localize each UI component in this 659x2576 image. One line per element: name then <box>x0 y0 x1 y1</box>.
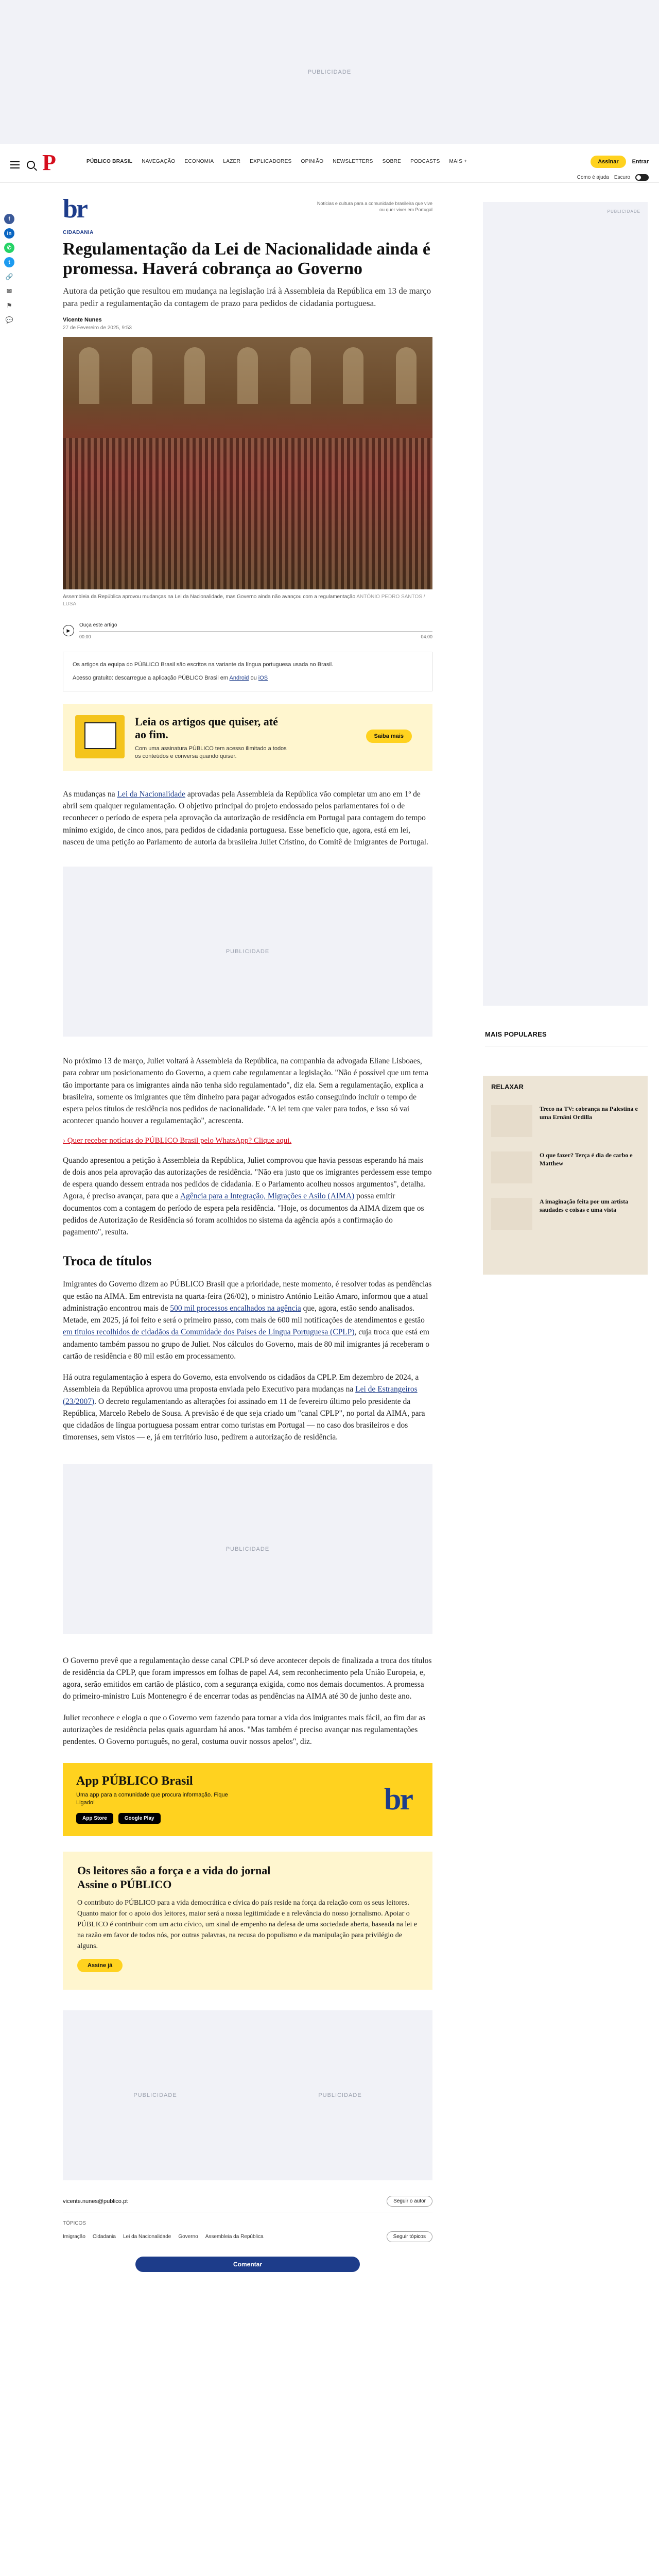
section-kicker[interactable]: CIDADANIA <box>63 230 94 235</box>
app-store-button[interactable]: App Store <box>76 1813 113 1824</box>
audio-end: 04:00 <box>421 634 432 639</box>
promo-text: Com uma assinatura PÚBLICO tem acesso ilimitado a todos os conteúdos e conversa quando quiser. <box>135 745 287 760</box>
inline-ad[interactable]: PUBLICIDADE <box>63 867 432 1037</box>
body-paragraph: No próximo 13 de março, Juliet voltará à Assembleia da República, na companhia da advogada Eliane Lisboaes, para cobrar um posicionamento do Governo, a quem cabe regulamentar a legislação. "Não é possível que um tema tão importante para os imigrantes ainda não tenha sido regulamentado", diz ela. Sem a regulamentação, explica a brasileira, somente os imigrantes que têm dinheiro para pagar advogados estão conseguindo incluir o tempo de espera pelos títulos de residência nos pedidos de nacionalidade. "A lei tem que valer para todos, e isso só vai acontecer quando houver a regulamentação", acrescenta. <box>63 1057 429 1126</box>
relax-thumbnail <box>491 1151 532 1183</box>
topic-link[interactable]: Imigração <box>63 2234 85 2240</box>
dark-mode-toggle[interactable] <box>635 174 649 181</box>
bookmark-icon[interactable]: ⚑ <box>6 302 12 309</box>
nav-item[interactable]: MAIS + <box>449 159 467 164</box>
relax-thumbnail <box>491 1198 532 1230</box>
google-play-button[interactable]: Google Play <box>118 1813 161 1824</box>
audio-progress[interactable] <box>79 631 432 632</box>
menu-icon[interactable] <box>10 161 20 168</box>
article <box>63 196 432 2272</box>
android-link[interactable]: Android <box>229 675 249 682</box>
body-paragraph: O Governo prevê que a regulamentação desse canal CPLP só deve acontecer depois de finalizada a troca dos títulos de residência da CPLP, que foram impressos em folhas de papel A4, sem reconhecimento pela União Europeia, e, agora, serão emitidos em cartão de plástico, com a segurança exigida, como nos demais documentos. A promessa do primeiro-ministro Luís Montenegro é de encerrar todas as pendências na AIMA até 30 de junho deste ano. <box>63 1656 432 1701</box>
audio-label: Ouça este artigo <box>79 622 117 628</box>
topics-label: TÓPICOS <box>63 2221 86 2227</box>
author-name[interactable]: Vicente Nunes <box>63 316 102 323</box>
follow-topics-button[interactable]: Seguir tópicos <box>387 2231 432 2242</box>
email-icon[interactable]: ✉ <box>6 287 12 295</box>
ad-label: PUBLICIDADE <box>307 69 352 75</box>
topic-link[interactable]: Cidadania <box>92 2234 116 2240</box>
nav-item[interactable]: OPINIÃO <box>301 159 324 164</box>
support-title: Os leitores são a força e a vida do jornal Assine o PÚBLICO <box>77 1864 271 1891</box>
nav-item[interactable]: PÚBLICO BRASIL <box>86 159 133 164</box>
article-subheading: Troca de títulos <box>63 1253 152 1269</box>
topic-link[interactable]: Governo <box>178 2234 198 2240</box>
article-headline: Regulamentação da Lei de Nacionalidade ainda é promessa. Haverá cobrança ao Governo <box>63 240 431 279</box>
main-nav <box>86 159 467 164</box>
ios-link[interactable]: iOS <box>258 675 268 682</box>
app-banner <box>63 1763 432 1836</box>
comment-button[interactable]: Comentar <box>135 2257 360 2272</box>
body-paragraph: Quando apresentou a petição à Assembleia da República, Juliet comprovou que havia pessoas esperando há mais de dois anos pela aprovação das autorizações de residência. "Não era justo que os imigrantes perdessem esse tempo de espera quando dessem entrada nos pedidos de cidadania. E o Parlamento acolheu nossos argumentos", detalha. Agora, é preciso avançar, para que a Agência para a Integração, Migrações e Asilo (AIMA) possa emitir documentos com a contagem do período de espera pela residência. "Hoje, os documentos da AIMA dizem que os pedidos de Autorização de Residência só foram acolhidos no sistema da agência após a confirmação do pagamento", resulta. <box>63 1156 432 1236</box>
publico-logo[interactable]: P <box>42 150 56 175</box>
notice-text: Os artigos da equipa do PÚBLICO Brasil são escritos na variante da língua portuguesa usada no Brasil. <box>73 661 334 668</box>
hero-image <box>63 337 432 589</box>
link-icon[interactable]: 🔗 <box>5 273 13 280</box>
promo-button[interactable]: Saiba mais <box>366 730 412 743</box>
image-caption: Assembleia da República aprovou mudanças na Lei da Nacionalidade, mas Governo ainda não avançou com a regulamentação ANTÓNIO PEDRO SANTOS / LUSA <box>63 594 425 607</box>
image-credit: ANTÓNIO PEDRO SANTOS / LUSA <box>63 594 425 607</box>
relax-title: RELAXAR <box>491 1083 524 1091</box>
relax-item[interactable]: A imaginação feita por um artista saudades e coisas e uma vista <box>491 1198 639 1230</box>
topic-link[interactable]: Lei da Nacionalidade <box>123 2234 171 2240</box>
nav-item[interactable]: NEWSLETTERS <box>333 159 373 164</box>
body-link[interactable]: Lei de Estrangeiros (23/2007) <box>63 1385 418 1406</box>
subscription-promo <box>63 704 432 771</box>
topic-link[interactable]: Assembleia da República <box>205 2234 264 2240</box>
facebook-icon[interactable]: f <box>4 214 14 224</box>
app-text: Uma app para a comunidade que procura informação. Fique Ligado! <box>76 1792 228 1806</box>
support-box <box>63 1852 432 1990</box>
most-popular-title: MAIS POPULARES <box>485 1030 547 1038</box>
nav-item[interactable]: LAZER <box>223 159 241 164</box>
ad-pair[interactable]: PUBLICIDADE PUBLICIDADE <box>63 2010 432 2180</box>
comments-icon[interactable]: 💬 <box>5 316 13 324</box>
relax-item[interactable]: O que fazer? Terça é dia de carbo e Matthew <box>491 1151 639 1183</box>
brand-tagline: Notícias e cultura para a comunidade brasileira que vive ou quer viver em Portugal <box>317 201 432 212</box>
body-link[interactable]: Lei da Nacionalidade <box>117 789 186 799</box>
audio-start: 00:00 <box>79 634 91 639</box>
language-notice <box>63 652 432 691</box>
body-paragraph: Imigrantes do Governo dizem ao PÚBLICO Brasil que a prioridade, neste momento, é resolver todas as pendências que estão na AIMA. Em entrevista na quarta-feira (26/02), o ministro António Leitão Amaro, informou que a atual administração encontrou mais de 500 mil processos encalhados na agência que, agora, estão sendo analisados. Metade, em 2025, já foi feito e será o primeiro passo, com mais de 600 mil notificações de atendimentos e gestão em títulos recolhidos de cidadãos da Comunidade dos Países de Língua Portuguesa (CPLP), cuja troca que está em andamento também passou no grupo de Juliet. Nos cálculos do Governo, mais de 80 mil imigrantes já receberam o cartão de residência e 80 mil estão em processamento. <box>63 1280 432 1361</box>
follow-author-button[interactable]: Seguir o autor <box>387 2196 432 2207</box>
support-text: O contributo do PÚBLICO para a vida democrática e cívica do país reside na força da relação com os seus leitores. Quanto maior for o apoio dos leitores, maior será a nossa legitimidade e a relevância do nosso jornalismo. Apoiar o PÚBLICO é contribuir com um acto cívico, um sinal de empenho na defesa de uma sociedade aberta, baseada na lei e na razão em favor de todos nós, por outras palavras, na recusa do populismo e da manipulação para privilégio de alguns. <box>77 1899 418 1951</box>
body-link[interactable]: Agência para a Integração, Migrações e Asilo (AIMA) <box>180 1192 355 1201</box>
nav-item[interactable]: EXPLICADORES <box>250 159 292 164</box>
body-link[interactable]: em títulos recolhidos de cidadãos da Comunidade dos Países de Língua Portuguesa (CPLP) <box>63 1328 355 1337</box>
notice-app: Acesso gratuito: descarregue a aplicação PÚBLICO Brasil em Android ou iOS <box>73 675 268 682</box>
promo-title: Leia os artigos que quiser, até ao fim. <box>135 715 278 741</box>
support-button[interactable]: Assine já <box>77 1959 123 1972</box>
body-link[interactable]: 500 mil processos encalhados na agência <box>170 1303 301 1313</box>
relax-item[interactable]: Treco na TV: cobrança na Palestina e uma Ernâni Ordilla <box>491 1105 639 1137</box>
body-paragraph: Juliet reconhece e elogia o que o Governo vem fazendo para tornar a vida dos imigrantes mais fácil, ao fim dar as autorizações de residência pelas quais aguardam há anos. "Mas também é preciso avançar nas regulamentações pendentes. O Governo português, no geral, costuma ouvir nossos apelos", diz. <box>63 1713 426 1746</box>
relax-thumbnail <box>491 1105 532 1137</box>
top-ad-banner[interactable] <box>0 0 659 144</box>
nav-item[interactable]: SOBRE <box>382 159 402 164</box>
body-paragraph: Há outra regulamentação à espera do Governo, esta envolvendo os cidadãos da CPLP. Em dezembro de 2024, a Assembleia da República aprovou uma proposta enviada pelo Executivo para mudanças na Lei de Estrangeiros (23/2007). O decreto regulamentando as alterações foi assinado em 11 de fevereiro último pelo presidente da República, Marcelo Rebelo de Sousa. A previsão é de que seja criado um "canal CPLP", no portal da AIMA, para que cidadãos de língua portuguesa possam entrar como turistas em Portugal — no caso dos brasileiros e dos timorenses, sem vistos — e, já em território luso, pedirem a autorização de residência. <box>63 1373 425 1442</box>
subscribe-button[interactable]: Assinar <box>591 156 626 168</box>
promo-illustration <box>75 715 125 758</box>
inline-ad[interactable]: PUBLICIDADE <box>63 1464 432 1634</box>
share-rail <box>4 214 14 325</box>
login-button[interactable]: Entrar <box>632 159 649 165</box>
sidebar-ad[interactable]: PUBLICIDADE <box>483 202 648 1006</box>
article-standfirst: Autora da petição que resultou em mudança na legislação irá à Assembleia da República em 13 de março para pedir a regulamentação da contagem de prazo para pedidos de cidadania portuguesa. <box>63 286 431 308</box>
help-link[interactable]: Como é ajuda <box>577 175 609 180</box>
nav-item[interactable]: NAVEGAÇÃO <box>142 159 176 164</box>
play-icon[interactable]: ▶ <box>63 625 74 636</box>
whatsapp-link[interactable]: › Quer receber notícias do PÚBLICO Brasil pelo WhatsApp? Clique aqui. <box>63 1136 292 1145</box>
publish-date: 27 de Fevereiro de 2025, 9:53 <box>63 325 132 331</box>
app-br-logo: br <box>384 1782 412 1817</box>
publico-brasil-logo[interactable]: br <box>63 194 86 224</box>
nav-item[interactable]: ECONOMIA <box>184 159 214 164</box>
audio-player <box>63 622 432 639</box>
nav-item[interactable]: PODCASTS <box>410 159 440 164</box>
topics-list <box>63 2234 264 2240</box>
site-header <box>0 144 659 183</box>
body-paragraph: As mudanças na Lei da Nacionalidade aprovadas pela Assembleia da República vão completar um ano em 1º de abril sem qualquer regulamentação. O objetivo principal do projeto endossado pelos parlamentares foi o de reconhecer o período de espera pela aprovação da autorização de residência em Portugal para contagem do tempo mínimo exigido, de cinco anos, para pedidos de cidadania portuguesa. Esse benefício que, agora, está em lei, nasceu de uma petição ao Parlamento de autoria da brasileira Juliet Cristino, do Comitê de Imigrantes de Portugal. <box>63 789 428 846</box>
dark-mode-label: Escuro <box>614 175 630 180</box>
author-email[interactable]: vicente.nunes@publico.pt <box>63 2198 128 2205</box>
relax-widget <box>483 1076 648 1275</box>
app-title: App PÚBLICO Brasil <box>76 1774 193 1788</box>
whatsapp-icon[interactable]: ✆ <box>4 243 14 253</box>
search-icon[interactable] <box>27 161 35 169</box>
twitter-icon[interactable]: t <box>4 257 14 267</box>
linkedin-icon[interactable]: in <box>4 228 14 239</box>
